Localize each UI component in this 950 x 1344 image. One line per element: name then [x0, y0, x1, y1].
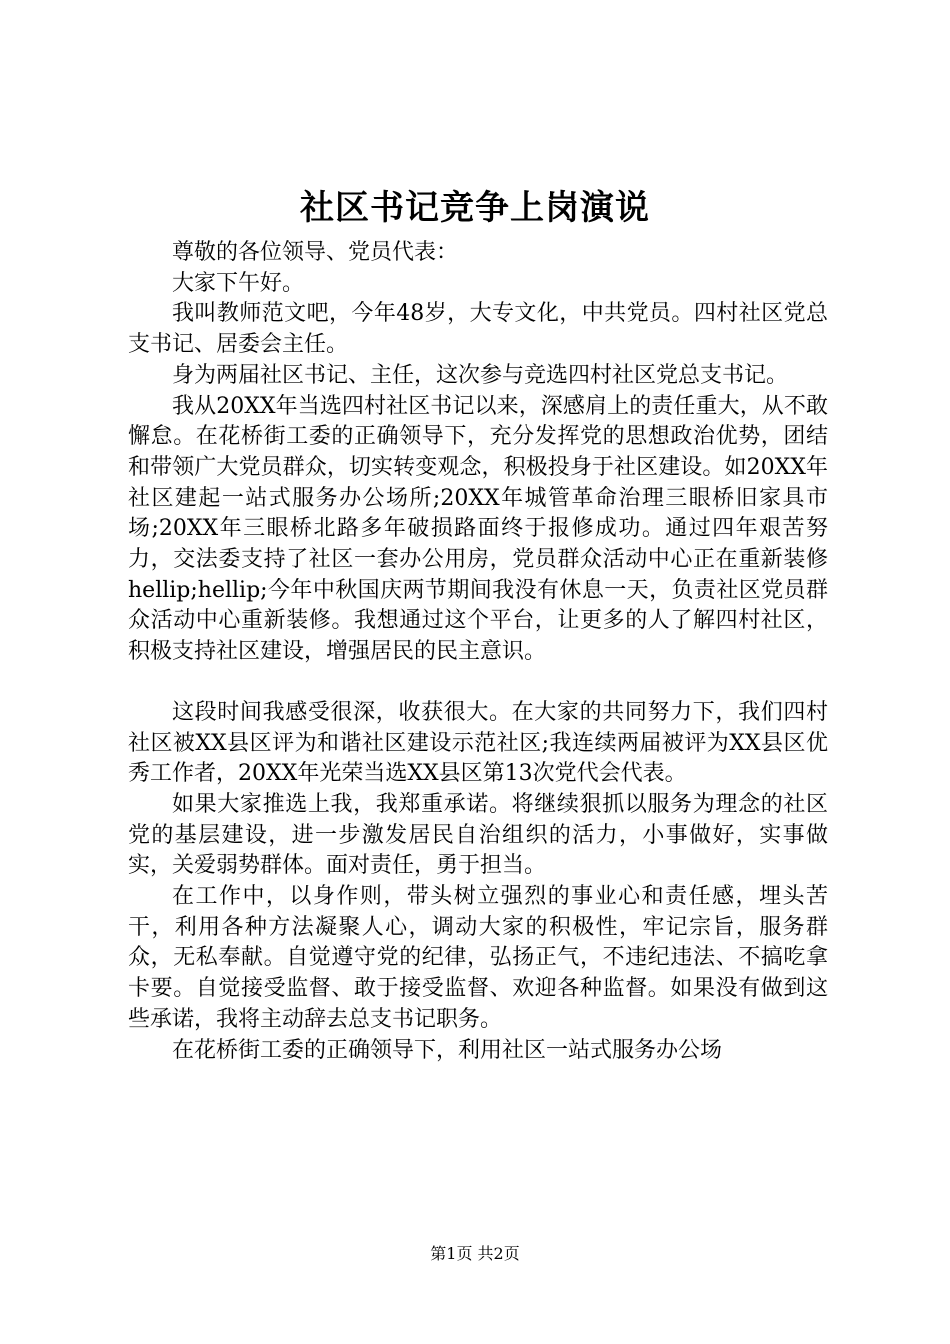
page-number-footer: 第1页 共2页 — [430, 1244, 520, 1263]
document-title: 社区书记竞争上岗演说 — [300, 188, 650, 228]
paragraph-continued: 在花桥街工委的正确领导下，利用社区一站式服务办公场 — [172, 1037, 723, 1063]
paragraph-promise: 如果大家推选上我，我郑重承诺。将继续狠抓以服务为理念的社区党的基层建设，进一步激发居民自治组织的活力，小事做好，实事做实，关爱弱势群体。面对责任，勇于担当。 — [128, 791, 828, 879]
paragraph-introduction: 我叫教师范文吧，今年48岁，大专文化，中共党员。四村社区党总支书记、居委会主任。 — [128, 301, 828, 358]
paragraph-greeting: 大家下午好。 — [172, 270, 305, 296]
paragraph-honors: 这段时间我感受很深，收获很大。在大家的共同努力下，我们四村社区被XX县区评为和谐社区建设示范社区;我连续两届被评为XX县区优秀工作者，20XX年光荣当选XX县区第13次党代会代表。 — [128, 699, 828, 787]
document-body — [128, 238, 828, 1066]
paragraph-candidacy: 身为两届社区书记、主任，这次参与竞选四村社区党总支书记。 — [172, 362, 789, 388]
paragraph-achievements: 我从20XX年当选四村社区书记以来，深感肩上的责任重大，从不敢懈怠。在花桥街工委的正确领导下，充分发挥党的思想政治优势，团结和带领广大党员群众，切实转变观念，积极投身于社区建设。如20XX年社区建起一站式服务办公场所;20XX年城管革命治理三眼桥旧家具市场;20XX年三眼桥北路多年破损路面终于报修成功。通过四年艰苦努力，交法委支持了社区一套办公用房，党员群众活动中心正在重新装修hellip;hellip;今年中秋国庆两节期间我没有休息一天，负责社区党员群众活动中心重新装修。我想通过这个平台，让更多的人了解四村社区，积极支持社区建设，增强居民的民主意识。 — [128, 393, 828, 665]
paragraph-commitment: 在工作中，以身作则，带头树立强烈的事业心和责任感，埋头苦干，利用各种方法凝聚人心，调动大家的积极性，牢记宗旨，服务群众，无私奉献。自觉遵守党的纪律，弘扬正气，不违纪违法、不搞吃拿卡要。自觉接受监督、敢于接受监督、欢迎各种监督。如果没有做到这些承诺，我将主动辞去总支书记职务。 — [128, 884, 828, 1032]
paragraph-salutation: 尊敬的各位领导、党员代表： — [172, 240, 459, 265]
